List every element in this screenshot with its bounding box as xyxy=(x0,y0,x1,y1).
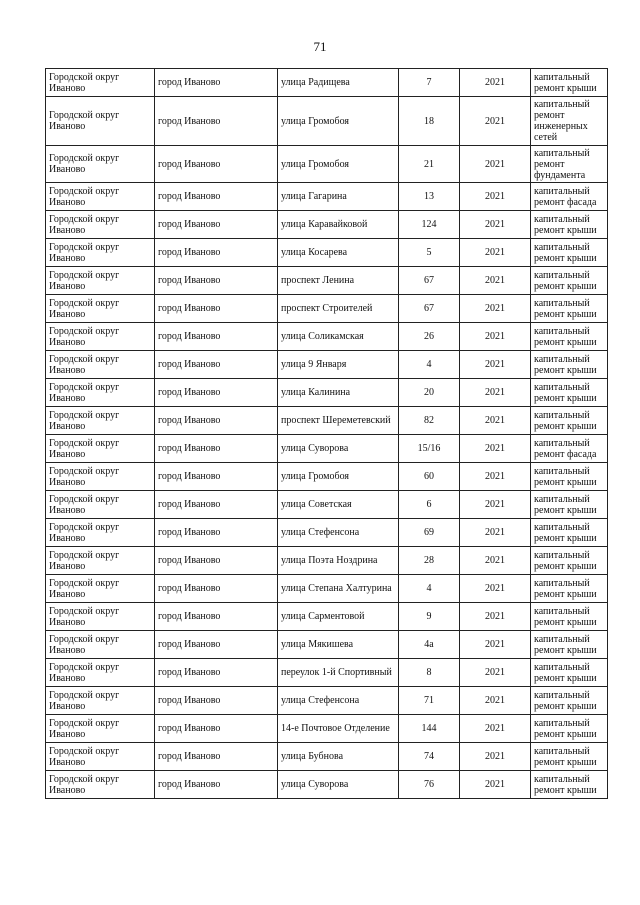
municipality-cell: Городской округ Иваново xyxy=(46,659,155,687)
year-cell: 2021 xyxy=(460,379,531,407)
table-row xyxy=(46,687,608,715)
street-cell: улица 9 Января xyxy=(278,351,399,379)
house-number-cell: 74 xyxy=(399,743,460,771)
work-type-cell: капитальный ремонт крыши xyxy=(531,69,608,97)
work-type-cell: капитальный ремонт крыши xyxy=(531,239,608,267)
municipality-cell: Городской округ Иваново xyxy=(46,687,155,715)
table-row xyxy=(46,379,608,407)
street-cell: улица Сарментовой xyxy=(278,603,399,631)
work-type-cell: капитальный ремонт крыши xyxy=(531,463,608,491)
house-number-cell: 69 xyxy=(399,519,460,547)
city-cell: город Иваново xyxy=(155,323,278,351)
house-number-cell: 67 xyxy=(399,267,460,295)
street-cell: улица Громобоя xyxy=(278,146,399,183)
city-cell: город Иваново xyxy=(155,743,278,771)
house-number-cell: 20 xyxy=(399,379,460,407)
table-row xyxy=(46,97,608,146)
table-row xyxy=(46,575,608,603)
work-type-cell: капитальный ремонт крыши xyxy=(531,351,608,379)
year-cell: 2021 xyxy=(460,547,531,575)
work-type-cell: капитальный ремонт крыши xyxy=(531,687,608,715)
table-row xyxy=(46,183,608,211)
table-row xyxy=(46,491,608,519)
city-cell: город Иваново xyxy=(155,435,278,463)
year-cell: 2021 xyxy=(460,659,531,687)
year-cell: 2021 xyxy=(460,211,531,239)
work-type-cell: капитальный ремонт крыши xyxy=(531,575,608,603)
year-cell: 2021 xyxy=(460,771,531,799)
street-cell: улица Поэта Ноздрина xyxy=(278,547,399,575)
city-cell: город Иваново xyxy=(155,69,278,97)
city-cell: город Иваново xyxy=(155,603,278,631)
municipality-cell: Городской округ Иваново xyxy=(46,97,155,146)
house-number-cell: 9 xyxy=(399,603,460,631)
year-cell: 2021 xyxy=(460,575,531,603)
work-type-cell: капитальный ремонт крыши xyxy=(531,267,608,295)
city-cell: город Иваново xyxy=(155,491,278,519)
house-number-cell: 76 xyxy=(399,771,460,799)
house-number-cell: 28 xyxy=(399,547,460,575)
work-type-cell: капитальный ремонт крыши xyxy=(531,715,608,743)
municipality-cell: Городской округ Иваново xyxy=(46,519,155,547)
street-cell: улица Радищева xyxy=(278,69,399,97)
work-type-cell: капитальный ремонт фасада xyxy=(531,183,608,211)
table-row xyxy=(46,69,608,97)
year-cell: 2021 xyxy=(460,267,531,295)
work-type-cell: капитальный ремонт крыши xyxy=(531,491,608,519)
house-number-cell: 18 xyxy=(399,97,460,146)
year-cell: 2021 xyxy=(460,146,531,183)
year-cell: 2021 xyxy=(460,239,531,267)
municipality-cell: Городской округ Иваново xyxy=(46,379,155,407)
repair-schedule-table xyxy=(45,68,608,799)
city-cell: город Иваново xyxy=(155,183,278,211)
house-number-cell: 5 xyxy=(399,239,460,267)
table-row xyxy=(46,659,608,687)
table-row xyxy=(46,239,608,267)
house-number-cell: 144 xyxy=(399,715,460,743)
work-type-cell: капитальный ремонт крыши xyxy=(531,547,608,575)
house-number-cell: 71 xyxy=(399,687,460,715)
city-cell: город Иваново xyxy=(155,351,278,379)
city-cell: город Иваново xyxy=(155,407,278,435)
municipality-cell: Городской округ Иваново xyxy=(46,267,155,295)
street-cell: улица Каравайковой xyxy=(278,211,399,239)
table-row xyxy=(46,547,608,575)
street-cell: улица Калинина xyxy=(278,379,399,407)
city-cell: город Иваново xyxy=(155,267,278,295)
municipality-cell: Городской округ Иваново xyxy=(46,69,155,97)
street-cell: улица Косарева xyxy=(278,239,399,267)
municipality-cell: Городской округ Иваново xyxy=(46,183,155,211)
year-cell: 2021 xyxy=(460,603,531,631)
house-number-cell: 4 xyxy=(399,575,460,603)
city-cell: город Иваново xyxy=(155,463,278,491)
city-cell: город Иваново xyxy=(155,547,278,575)
table-row xyxy=(46,435,608,463)
year-cell: 2021 xyxy=(460,295,531,323)
year-cell: 2021 xyxy=(460,183,531,211)
year-cell: 2021 xyxy=(460,519,531,547)
table-row xyxy=(46,295,608,323)
house-number-cell: 124 xyxy=(399,211,460,239)
house-number-cell: 21 xyxy=(399,146,460,183)
house-number-cell: 4 xyxy=(399,351,460,379)
municipality-cell: Городской округ Иваново xyxy=(46,603,155,631)
work-type-cell: капитальный ремонт крыши xyxy=(531,659,608,687)
municipality-cell: Городской округ Иваново xyxy=(46,351,155,379)
table-row xyxy=(46,519,608,547)
work-type-cell: капитальный ремонт фундамента xyxy=(531,146,608,183)
municipality-cell: Городской округ Иваново xyxy=(46,631,155,659)
city-cell: город Иваново xyxy=(155,631,278,659)
street-cell: улица Советская xyxy=(278,491,399,519)
street-cell: улица Громобоя xyxy=(278,97,399,146)
municipality-cell: Городской округ Иваново xyxy=(46,211,155,239)
table-row xyxy=(46,715,608,743)
year-cell: 2021 xyxy=(460,351,531,379)
work-type-cell: капитальный ремонт крыши xyxy=(531,295,608,323)
city-cell: город Иваново xyxy=(155,295,278,323)
municipality-cell: Городской округ Иваново xyxy=(46,323,155,351)
house-number-cell: 82 xyxy=(399,407,460,435)
year-cell: 2021 xyxy=(460,463,531,491)
work-type-cell: капитальный ремонт крыши xyxy=(531,407,608,435)
street-cell: улица Суворова xyxy=(278,771,399,799)
work-type-cell: капитальный ремонт крыши xyxy=(531,211,608,239)
table-row xyxy=(46,771,608,799)
city-cell: город Иваново xyxy=(155,97,278,146)
street-cell: 14-е Почтовое Отделение xyxy=(278,715,399,743)
work-type-cell: капитальный ремонт крыши xyxy=(531,519,608,547)
table-row xyxy=(46,351,608,379)
year-cell: 2021 xyxy=(460,435,531,463)
municipality-cell: Городской округ Иваново xyxy=(46,463,155,491)
house-number-cell: 8 xyxy=(399,659,460,687)
year-cell: 2021 xyxy=(460,97,531,146)
work-type-cell: капитальный ремонт крыши xyxy=(531,323,608,351)
street-cell: проспект Строителей xyxy=(278,295,399,323)
municipality-cell: Городской округ Иваново xyxy=(46,239,155,267)
street-cell: улица Громобоя xyxy=(278,463,399,491)
table-row xyxy=(46,603,608,631)
municipality-cell: Городской округ Иваново xyxy=(46,743,155,771)
table-row xyxy=(46,407,608,435)
city-cell: город Иваново xyxy=(155,575,278,603)
city-cell: город Иваново xyxy=(155,211,278,239)
table-row xyxy=(46,146,608,183)
house-number-cell: 7 xyxy=(399,69,460,97)
table-row xyxy=(46,267,608,295)
city-cell: город Иваново xyxy=(155,519,278,547)
work-type-cell: капитальный ремонт крыши xyxy=(531,631,608,659)
city-cell: город Иваново xyxy=(155,659,278,687)
house-number-cell: 6 xyxy=(399,491,460,519)
table-row xyxy=(46,211,608,239)
municipality-cell: Городской округ Иваново xyxy=(46,491,155,519)
house-number-cell: 15/16 xyxy=(399,435,460,463)
work-type-cell: капитальный ремонт крыши xyxy=(531,771,608,799)
municipality-cell: Городской округ Иваново xyxy=(46,715,155,743)
street-cell: переулок 1-й Спортивный xyxy=(278,659,399,687)
work-type-cell: капитальный ремонт фасада xyxy=(531,435,608,463)
work-type-cell: капитальный ремонт крыши xyxy=(531,743,608,771)
city-cell: город Иваново xyxy=(155,687,278,715)
work-type-cell: капитальный ремонт крыши xyxy=(531,379,608,407)
city-cell: город Иваново xyxy=(155,771,278,799)
house-number-cell: 67 xyxy=(399,295,460,323)
work-type-cell: капитальный ремонт крыши xyxy=(531,603,608,631)
work-type-cell: капитальный ремонт инженерных сетей xyxy=(531,97,608,146)
year-cell: 2021 xyxy=(460,687,531,715)
street-cell: проспект Шереметевский xyxy=(278,407,399,435)
table-row xyxy=(46,323,608,351)
house-number-cell: 13 xyxy=(399,183,460,211)
year-cell: 2021 xyxy=(460,743,531,771)
street-cell: улица Мякишева xyxy=(278,631,399,659)
year-cell: 2021 xyxy=(460,69,531,97)
year-cell: 2021 xyxy=(460,631,531,659)
street-cell: улица Степана Халтурина xyxy=(278,575,399,603)
street-cell: улица Суворова xyxy=(278,435,399,463)
street-cell: улица Стефенсона xyxy=(278,687,399,715)
year-cell: 2021 xyxy=(460,407,531,435)
street-cell: улица Соликамская xyxy=(278,323,399,351)
municipality-cell: Городской округ Иваново xyxy=(46,575,155,603)
street-cell: улица Гагарина xyxy=(278,183,399,211)
city-cell: город Иваново xyxy=(155,715,278,743)
city-cell: город Иваново xyxy=(155,239,278,267)
street-cell: улица Стефенсона xyxy=(278,519,399,547)
city-cell: город Иваново xyxy=(155,146,278,183)
page-number: 71 xyxy=(313,39,327,54)
year-cell: 2021 xyxy=(460,491,531,519)
municipality-cell: Городской округ Иваново xyxy=(46,435,155,463)
year-cell: 2021 xyxy=(460,715,531,743)
municipality-cell: Городской округ Иваново xyxy=(46,547,155,575)
house-number-cell: 26 xyxy=(399,323,460,351)
year-cell: 2021 xyxy=(460,323,531,351)
table-row xyxy=(46,463,608,491)
table-body xyxy=(46,69,608,799)
municipality-cell: Городской округ Иваново xyxy=(46,146,155,183)
house-number-cell: 60 xyxy=(399,463,460,491)
municipality-cell: Городской округ Иваново xyxy=(46,771,155,799)
street-cell: проспект Ленина xyxy=(278,267,399,295)
city-cell: город Иваново xyxy=(155,379,278,407)
municipality-cell: Городской округ Иваново xyxy=(46,407,155,435)
municipality-cell: Городской округ Иваново xyxy=(46,295,155,323)
street-cell: улица Бубнова xyxy=(278,743,399,771)
table-row xyxy=(46,743,608,771)
house-number-cell: 4а xyxy=(399,631,460,659)
table-row xyxy=(46,631,608,659)
